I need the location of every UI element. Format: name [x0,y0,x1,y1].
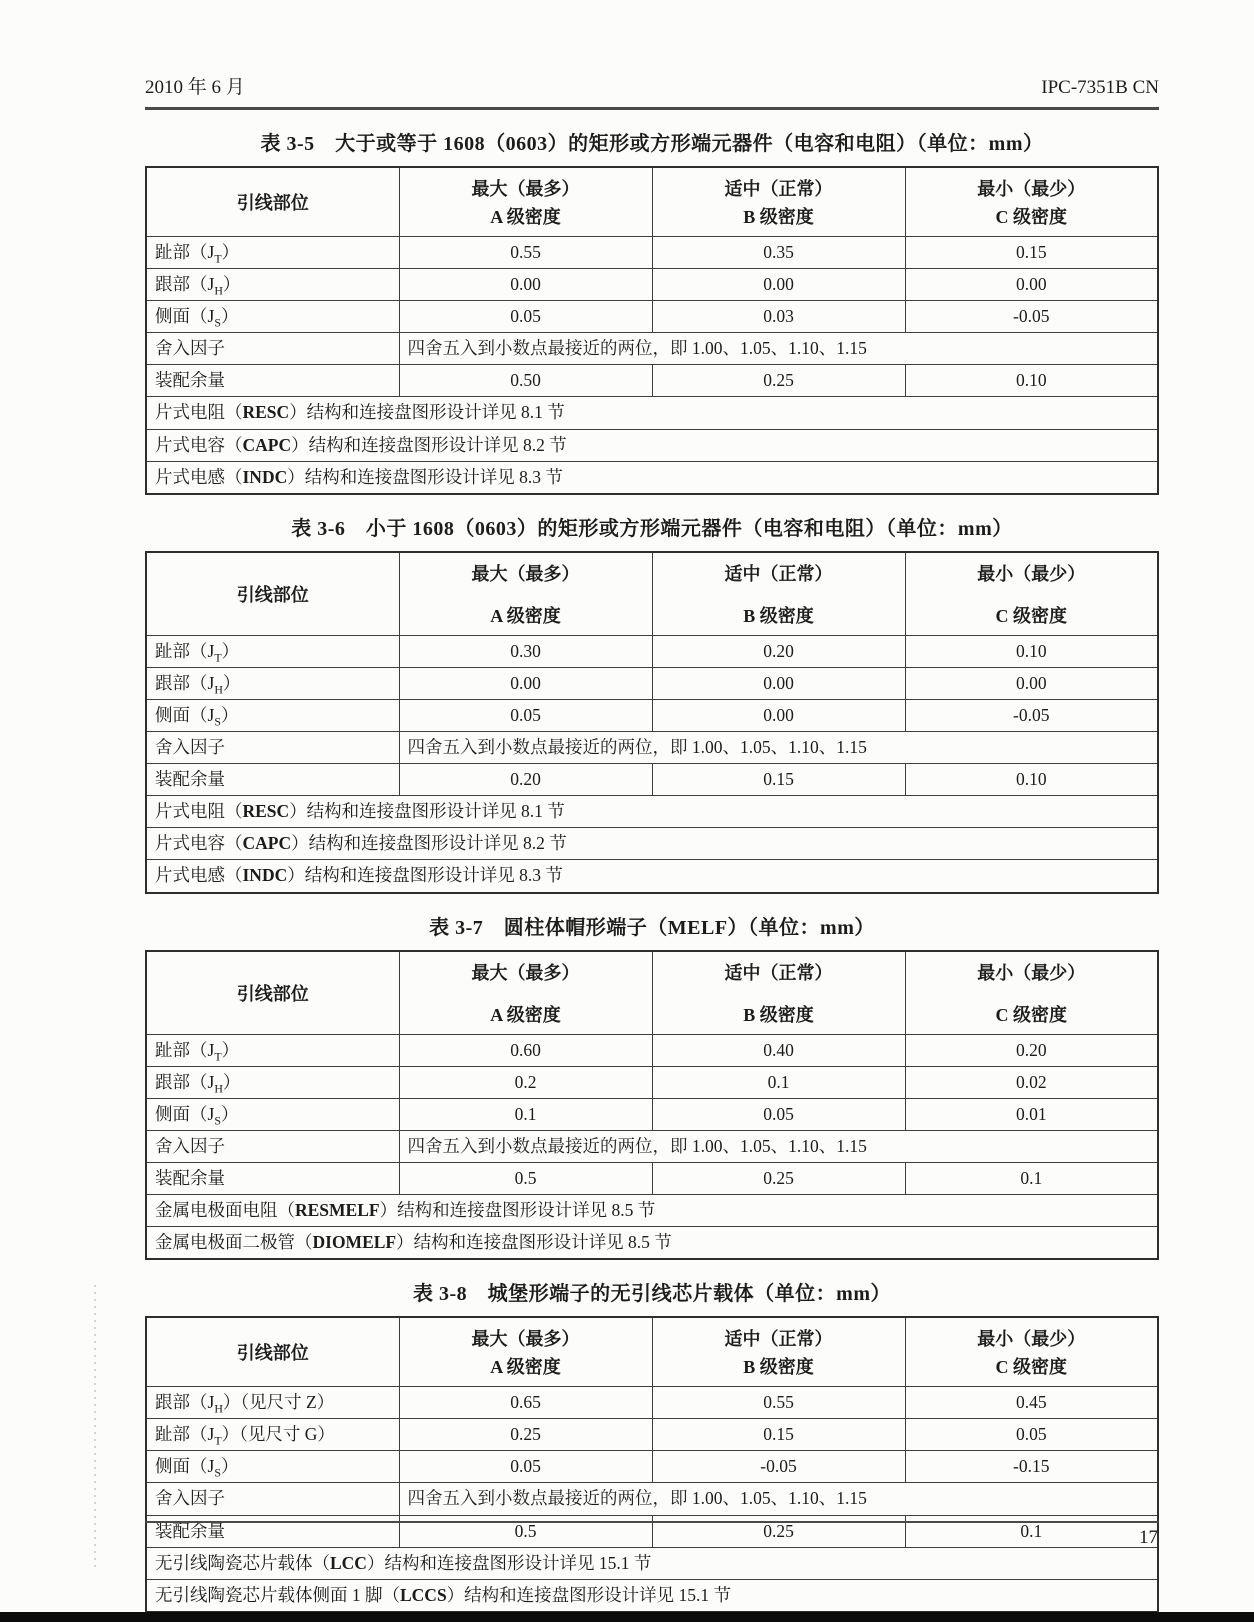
column-header-lead-label: 引线部位 [236,193,309,213]
table-title: 表 3-7 圆柱体帽形端子（MELF）（单位：mm） [429,916,875,939]
row-label-cell [146,365,399,397]
table-row [146,1098,1158,1130]
value-cell: 0.55 [652,1387,905,1419]
value-cell: -0.05 [652,1451,905,1483]
column-header-lead-label: 引线部位 [236,1343,309,1364]
table-title: 表 3-6 小于 1608（0603）的矩形或方形端元器件（电容和电阻）（单位：mm） [291,517,1013,540]
note-text-post: ）结构和连接盘图形设计详见 8.2 节 [291,434,567,455]
bottom-scan-bar [0,1612,1254,1622]
header-row [146,1317,1158,1387]
column-header-line1: 最小（最少） [977,563,1086,584]
row-label-subscript: T [214,650,222,665]
table-row [146,828,1158,860]
table-title: 表 3-8 城堡形端子的无引线芯片载体（单位：mm） [413,1283,891,1306]
column-header-line2: A 级密度 [490,605,561,626]
table-row [146,1515,1158,1547]
row-label-text: 趾部（J [155,242,215,262]
value-cell: 0.1 [905,1162,1158,1194]
note-cell [146,1547,1158,1579]
row-label-subscript: H [214,1401,223,1416]
column-header-line1: 适中（正常） [724,563,833,584]
row-label-suffix: ） [220,1103,239,1124]
value-cell: 0.15 [905,237,1158,269]
column-header [905,1317,1158,1387]
data-table [145,166,1159,495]
value-cell: 0.2 [399,1066,652,1098]
row-label-subscript: H [214,283,223,298]
column-header [399,951,652,1035]
note-text-post: ）结构和连接盘图形设计详见 8.3 节 [287,466,563,487]
row-label-subscript: H [214,1081,223,1096]
note-text-bold: RESC [242,801,290,822]
table-row [146,461,1158,494]
value-cell: 0.00 [399,667,652,699]
value-cell: -0.05 [905,301,1158,333]
table-header [146,552,1158,636]
table-row [146,1130,1158,1162]
column-header [399,167,652,237]
table-row [146,732,1158,764]
value-cell: 0.30 [399,635,652,667]
row-label-text: 装配余量 [155,769,225,790]
note-text-post: ）结构和连接盘图形设计详见 15.1 节 [446,1584,732,1605]
note-text-bold: CAPC [242,434,292,455]
column-header-line2: C 级密度 [995,1004,1067,1025]
value-cell: -0.15 [905,1451,1158,1483]
table-row [146,269,1158,301]
row-label-cell [146,1483,399,1515]
table-body [146,237,1158,494]
value-cell: 0.10 [905,764,1158,796]
value-cell: 0.05 [399,301,652,333]
value-cell: 0.25 [652,1162,905,1194]
table-row [146,796,1158,828]
row-label-text: 侧面（J [155,306,215,327]
column-header-line1: 最大（最多） [471,962,580,983]
note-text-post: ）结构和连接盘图形设计详见 8.5 节 [379,1199,656,1220]
row-label-cell [146,1034,399,1066]
table-row [146,860,1158,893]
note-cell [146,796,1158,828]
value-cell: 0.35 [652,237,905,269]
row-label-text: 舍入因子 [155,1135,225,1156]
value-cell: 0.20 [652,635,905,667]
value-cell: 0.00 [652,269,905,301]
value-cell: 0.00 [652,667,905,699]
row-label-text: 舍入因子 [155,737,225,758]
table-row [146,1451,1158,1483]
row-label-text: 趾部（J [155,1424,215,1445]
row-label-cell [146,333,399,365]
note-text-bold: RESMELF [295,1199,380,1220]
row-label-cell [146,635,399,667]
table-body [146,1387,1158,1612]
row-label-cell [146,1130,399,1162]
note-text-bold: DIOMELF [312,1232,397,1253]
column-header-line2: B 级密度 [743,1357,814,1378]
note-text-pre: 无引线陶瓷芯片载体（ [155,1552,330,1573]
page-header [145,0,1159,99]
note-text-post: ）结构和连接盘图形设计详见 8.1 节 [289,402,565,423]
row-label-text: 舍入因子 [155,338,225,359]
note-cell [146,1227,1158,1260]
column-header-line1: 适中（正常） [724,1329,833,1350]
row-label-suffix: ） [222,1071,241,1092]
row-label-cell [146,1066,399,1098]
data-table [145,1316,1159,1613]
column-header [905,951,1158,1035]
column-header-lead-label: 引线部位 [236,584,309,605]
row-label-cell [146,1515,399,1547]
note-text-bold: INDC [242,466,288,487]
note-cell [146,397,1158,429]
row-label-cell [146,1098,399,1130]
value-cell: -0.05 [905,699,1158,731]
span-text-cell: 四舍五入到小数点最接近的两位，即 1.00、1.05、1.10、1.15 [399,1130,1158,1162]
row-label-cell [146,732,399,764]
column-header-lead [146,1317,399,1387]
note-text-post: ）结构和连接盘图形设计详见 8.5 节 [396,1232,672,1253]
row-label-suffix: ） [221,242,240,262]
value-cell: 0.10 [905,365,1158,397]
table-row [146,301,1158,333]
row-label-text: 趾部（J [155,1039,215,1060]
row-label-text: 侧面（J [155,1103,215,1124]
data-table-section [145,1277,1159,1613]
table-row [146,1483,1158,1515]
column-header-lead [146,951,399,1035]
data-table-section [145,127,1159,495]
row-label-text: 侧面（J [155,704,215,725]
row-label-cell [146,269,399,301]
row-label-suffix: ） [220,704,239,725]
table-row [146,333,1158,365]
value-cell: 0.25 [652,365,905,397]
row-label-cell [146,301,399,333]
value-cell: 0.10 [905,635,1158,667]
row-label-suffix: ） [220,306,239,327]
note-text-pre: 片式电容（ [155,434,243,455]
row-label-suffix: ） [221,1039,240,1060]
header-row [146,552,1158,636]
note-cell [146,860,1158,893]
table-row [146,764,1158,796]
value-cell: 0.40 [652,1034,905,1066]
value-cell: 0.00 [652,699,905,731]
column-header-line1: 最大（最多） [471,563,580,584]
table-row [146,667,1158,699]
table-row [146,635,1158,667]
tables-container [145,127,1159,1613]
value-cell: 0.65 [399,1387,652,1419]
row-label-cell [146,1419,399,1451]
value-cell: 0.00 [905,667,1158,699]
table-title: 表 3-5 大于或等于 1608（0603）的矩形或方形端元器件（电容和电阻）（单位：mm） [260,133,1044,155]
row-label-suffix: ） [222,672,241,693]
column-header-line2: B 级密度 [743,605,814,626]
data-table [145,551,1159,894]
table-row [146,1162,1158,1194]
row-label-text: 跟部（J [155,1392,215,1413]
note-text-pre: 金属电极面二极管（ [155,1232,313,1253]
value-cell: 0.25 [399,1419,652,1451]
column-header-line2: A 级密度 [490,1357,561,1378]
row-label-subscript: S [214,315,221,330]
note-cell [146,828,1158,860]
row-label-subscript: S [214,1113,221,1128]
value-cell: 0.55 [399,237,652,269]
note-text-pre: 片式电感（ [155,865,243,886]
note-text-post: ）结构和连接盘图形设计详见 8.2 节 [291,833,567,854]
row-label-cell [146,1387,399,1419]
note-text-post: ）结构和连接盘图形设计详见 8.3 节 [287,865,563,886]
row-label-text: 跟部（J [155,1071,215,1092]
row-label-cell [146,764,399,796]
row-label-cell [146,667,399,699]
value-cell: 0.20 [399,764,652,796]
table-row [146,1194,1158,1226]
column-header-line2: A 级密度 [490,207,561,227]
column-header [399,1317,652,1387]
row-label-subscript: S [214,1465,221,1480]
note-text-pre: 片式电阻（ [155,402,243,423]
value-cell: 0.05 [652,1098,905,1130]
page-number: 17 [1139,1527,1158,1548]
column-header-line2: A 级密度 [490,1004,561,1025]
footer-rule [145,1521,1159,1523]
table-header [146,1317,1158,1387]
column-header-line2: C 级密度 [995,1357,1067,1378]
table-row [146,237,1158,269]
table-row [146,365,1158,397]
value-cell: 0.05 [399,1451,652,1483]
header-rule [145,107,1159,110]
row-label-cell [146,1162,399,1194]
row-label-text: 跟部（J [155,274,215,295]
value-cell: 0.20 [905,1034,1158,1066]
row-label-subscript: T [214,251,222,266]
value-cell: 0.45 [905,1387,1158,1419]
value-cell: 0.5 [399,1162,652,1194]
table-row [146,699,1158,731]
row-label-subscript: S [214,714,221,729]
note-text-pre: 片式电阻（ [155,801,243,822]
note-text-pre: 金属电极面电阻（ [155,1199,295,1220]
row-label-suffix: ）（见尺寸 G） [221,1424,335,1445]
table-row [146,1227,1158,1260]
column-header-line1: 适中（正常） [724,179,833,199]
table-row [146,1579,1158,1612]
value-cell: 0.25 [652,1515,905,1547]
note-text-pre: 无引线陶瓷芯片载体侧面 1 脚（ [155,1584,400,1605]
value-cell: 0.05 [399,699,652,731]
row-label-text: 舍入因子 [155,1488,225,1509]
column-header-line1: 最小（最少） [977,179,1086,199]
column-header-line1: 最大（最多） [471,1329,580,1350]
row-label-text: 装配余量 [155,1167,225,1188]
header-date: 2010 年 6 月 [145,77,245,98]
row-label-text: 装配余量 [155,370,225,391]
row-label-text: 侧面（J [155,1456,215,1477]
note-text-post: ）结构和连接盘图形设计详见 15.1 节 [366,1552,652,1573]
value-cell: 0.1 [399,1098,652,1130]
note-text-bold: INDC [242,865,288,886]
row-label-text: 装配余量 [155,1520,225,1541]
row-label-subscript: T [214,1433,222,1448]
note-text-bold: LCCS [400,1584,447,1605]
note-cell [146,1579,1158,1612]
span-text-cell: 四舍五入到小数点最接近的两位，即 1.00、1.05、1.10、1.15 [399,1483,1158,1515]
table-row [146,397,1158,429]
span-text-cell: 四舍五入到小数点最接近的两位，即 1.00、1.05、1.10、1.15 [399,333,1158,365]
table-header [146,167,1158,237]
data-table [145,950,1159,1261]
row-label-suffix: ） [220,1456,239,1477]
note-text-bold: CAPC [242,833,292,854]
value-cell: 0.50 [399,365,652,397]
column-header [905,552,1158,636]
row-label-cell [146,237,399,269]
table-body [146,635,1158,892]
column-header-line1: 适中（正常） [724,962,833,983]
column-header-line2: B 级密度 [743,1004,814,1025]
column-header [652,951,905,1035]
note-text-bold: RESC [242,402,290,423]
data-table-section [145,512,1159,894]
column-header [652,1317,905,1387]
column-header-line2: C 级密度 [995,207,1067,227]
value-cell: 0.00 [905,269,1158,301]
value-cell: 0.02 [905,1066,1158,1098]
column-header-lead-label: 引线部位 [236,983,309,1004]
row-label-cell [146,1451,399,1483]
note-text-post: ）结构和连接盘图形设计详见 8.1 节 [289,801,565,822]
note-cell [146,429,1158,461]
span-text-cell: 四舍五入到小数点最接近的两位，即 1.00、1.05、1.10、1.15 [399,732,1158,764]
page-content [145,0,1159,1613]
column-header-line1: 最小（最少） [977,962,1086,983]
row-label-suffix: ） [221,640,240,661]
column-header-lead [146,167,399,237]
value-cell: 0.01 [905,1098,1158,1130]
note-text-pre: 片式电感（ [155,466,243,487]
note-cell [146,1194,1158,1226]
note-cell [146,461,1158,494]
table-body [146,1034,1158,1259]
header-row [146,951,1158,1035]
row-label-suffix: ） [222,274,241,295]
column-header-line2: B 级密度 [743,207,814,227]
column-header [399,552,652,636]
note-text-pre: 片式电容（ [155,833,243,854]
row-label-text: 跟部（J [155,672,215,693]
table-row [146,1547,1158,1579]
row-label-suffix: ）（见尺寸 Z） [222,1392,335,1413]
row-label-subscript: H [214,682,223,697]
value-cell: 0.00 [399,269,652,301]
left-edge-scan-marks [94,1285,96,1570]
column-header-line1: 最小（最少） [977,1329,1086,1350]
value-cell: 0.1 [652,1066,905,1098]
value-cell: 0.05 [905,1419,1158,1451]
row-label-cell [146,699,399,731]
column-header-line2: C 级密度 [995,605,1067,626]
row-label-text: 趾部（J [155,640,215,661]
value-cell: 0.60 [399,1034,652,1066]
note-text-bold: LCC [330,1552,367,1573]
table-row [146,429,1158,461]
value-cell: 0.03 [652,301,905,333]
header-row [146,167,1158,237]
column-header [652,552,905,636]
column-header-line1: 最大（最多） [471,179,580,199]
column-header [652,167,905,237]
table-row [146,1066,1158,1098]
table-header [146,951,1158,1035]
table-row [146,1387,1158,1419]
column-header-lead [146,552,399,636]
table-row [146,1419,1158,1451]
value-cell: 0.15 [652,764,905,796]
data-table-section [145,911,1159,1261]
table-row [146,1034,1158,1066]
header-doc-id: IPC-7351B CN [1041,77,1159,98]
value-cell: 0.5 [399,1515,652,1547]
row-label-subscript: T [214,1049,222,1063]
value-cell: 0.15 [652,1419,905,1451]
value-cell: 0.1 [905,1515,1158,1547]
column-header [905,167,1158,237]
